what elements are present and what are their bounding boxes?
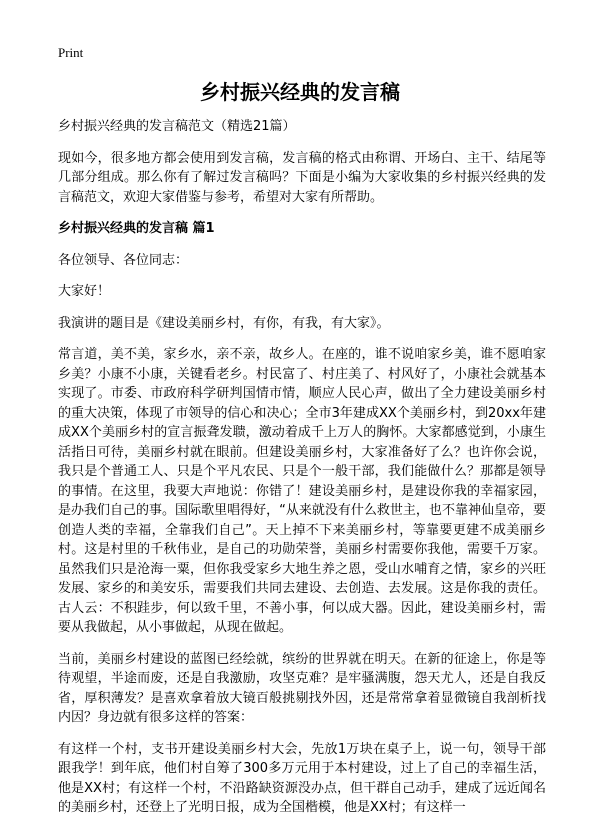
paragraph-greeting: 大家好！	[58, 284, 111, 299]
section-heading: 乡村振兴经典的发言稿 篇1	[58, 221, 215, 236]
print-label[interactable]: Print	[58, 45, 84, 60]
paragraph-body: 常言道，美不美，家乡水，亲不亲，故乡人。在座的，谁不说咱家乡美，谁不愿咱家乡美？小康不小康，关键看老乡。村民富了、村庄美了、村风好了，小康社会就基本实现了。市委、市政府科学研判国情市情，顺应人民心声，做出了全力建设美丽乡村的重大决策，体现了市领导的信心和决心；全市3年建成XX个美丽乡村，到20xx年建成XX个美丽乡村的宣言振聋发聩，激动着成千上万人的胸怀。大家都感觉到，小康生活指日可待，美丽乡村就在眼前。但建设美丽乡村，大家准备好了么？也许你会说，我只是个普通工人、只是个平凡农民、只是个一般干部，我们能做什么？那都是领导的事情。在这里，我要大声地说：你错了！建设美丽乡村，是建设你我的幸福家园，是办我们自己的事。国际歌里唱得好，“从来就没有什么救世主，也不靠神仙皇帝，要创造人类的幸福，全靠我们自己”。天上掉不下来美丽乡村，等靠要更建不成美丽乡村。这是村里的千秋伟业，是自己的功勋荣誉，美丽乡村需要你我他，需要千万家。虽然我们只是沧海一粟，但你我受家乡大地生养之恩，受山水哺育之情，家乡的兴旺发展、家乡的和美安乐，需要我们共同去建设、去创造、去发展。这是你我的责任。古人云：不积跬步，何以致千里，不善小事，何以成大器。因此，建设美丽乡村，需要从我做起，从小事做起，从现在做起。	[58, 347, 546, 635]
page-title: 乡村振兴经典的发言稿	[200, 80, 400, 104]
subtitle: 乡村振兴经典的发言稿范文（精选21篇）	[58, 119, 296, 134]
paragraph-body: 当前，美丽乡村建设的蓝图已经绘就，缤纷的世界就在明天。在新的征途上，你是等待观望，半途而废，还是自我激励，攻坚克难？是牢骚满腹，怨天尤人，还是自我反省，厚积薄发？是喜欢拿着放大镜百般挑剔找外因，还是常常拿着显微镜自我剖析找内因？身边就有很多这样的答案：	[58, 651, 546, 725]
paragraph-topic: 我演讲的题目是《建设美丽乡村，有你，有我，有大家》。	[58, 315, 390, 331]
paragraph-salutation: 各位领导、各位同志：	[58, 252, 189, 268]
document-body	[58, 117, 546, 828]
intro-paragraph: 现如今，很多地方都会使用到发言稿，发言稿的格式由称谓、开场白、主干、结尾等几部分组成。那么你有了解过发言稿吗？下面是小编为大家收集的乡村振兴经典的发言稿范文，欢迎大家借鉴与参考，希望对大家有所帮助。	[58, 150, 546, 205]
paragraph-body: 有这样一个村，支书开建设美丽乡村大会，先放1万块在桌子上，说一句，领导干部跟我学！到年底，他们村自筹了300多万元用于本村建设，过上了自己的幸福生活，他是XX村；有这样一个村，不沿路缺资源没办点，但干群自己动手，建成了远近闻名的美丽乡村，还登上了光明日报，成为全国楷模，他是XX村；有这样一	[58, 741, 546, 815]
